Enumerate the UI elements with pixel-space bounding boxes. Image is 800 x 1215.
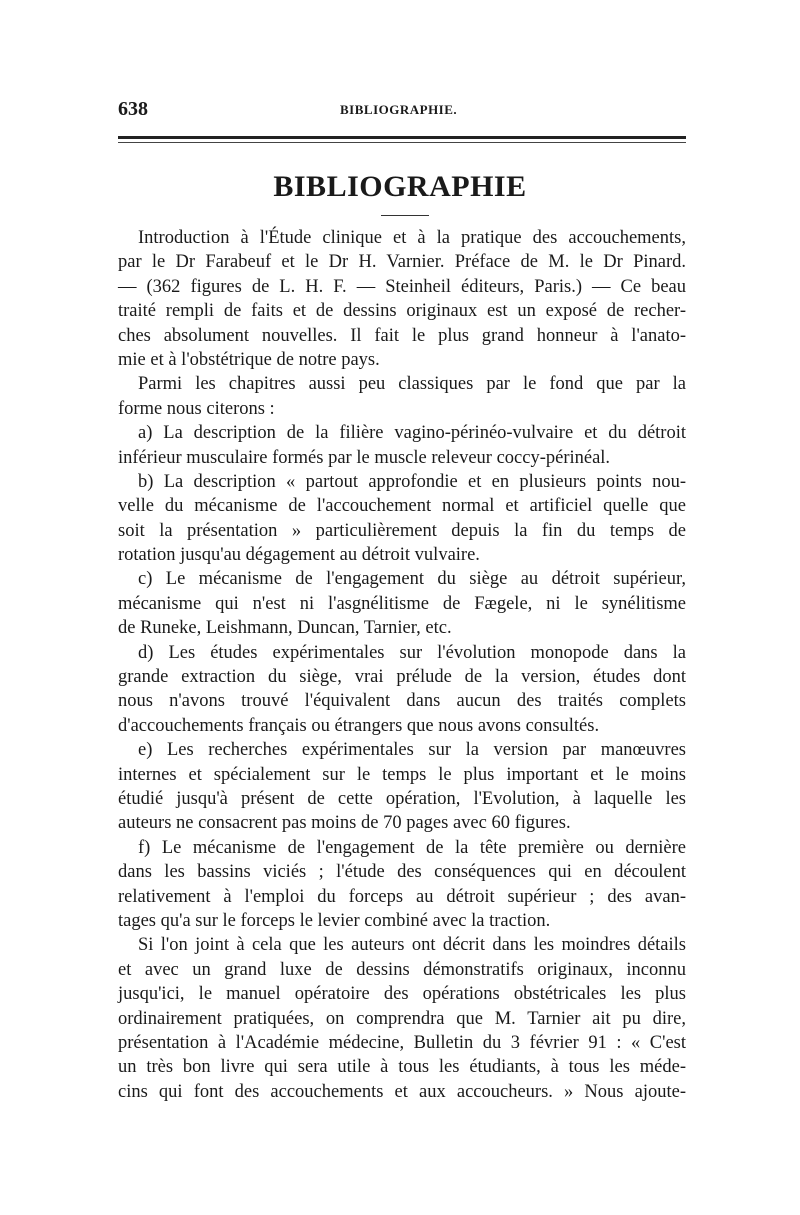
text-line: cins qui font des accouchements et aux accoucheurs. » Nous ajoute- <box>118 1081 686 1102</box>
text-line: étudié jusqu'à présent de cette opération, l'Evolution, à laquelle les <box>118 788 686 809</box>
text-line: inférieur musculaire formés par le muscle releveur coccy-périnéal. <box>118 447 611 468</box>
text-line: et avec un grand luxe de dessins démonstratifs originaux, inconnu <box>118 959 686 980</box>
title-rule <box>381 215 429 216</box>
text-line: b) La description « partout approfondie et en plusieurs points nou- <box>138 471 686 492</box>
text-line: dans les bassins viciés ; l'étude des conséquences qui en découlent <box>118 862 686 883</box>
header-rule-thin <box>118 142 686 143</box>
text-line: Introduction à l'Étude clinique et à la pratique des accouchements, <box>138 228 686 248</box>
text-line: un très bon livre qui sera utile à tous les étudiants, à tous les méde- <box>118 1057 686 1078</box>
text-line: présentation à l'Académie médecine, Bulletin du 3 février 91 : « C'est <box>118 1032 686 1053</box>
header-rule-thick <box>118 136 686 139</box>
text-line: soit la présentation » particulièrement depuis la fin du temps de <box>118 520 686 541</box>
text-line: relativement à l'emploi du forceps au détroit supérieur ; des avan- <box>118 886 686 907</box>
text-line: tages qu'a sur le forceps le levier combiné avec la traction. <box>118 910 551 931</box>
text-line: — (362 figures de L. H. F. — Steinheil éditeurs, Paris.) — Ce beau <box>118 276 686 297</box>
text-line: rotation jusqu'au dégagement au détroit vulvaire. <box>118 545 480 566</box>
text-line: d) Les études expérimentales sur l'évolution monopode dans la <box>138 642 686 663</box>
running-head <box>118 98 686 122</box>
text-line: par le Dr Farabeuf et le Dr H. Varnier. Préface de M. le Dr Pinard. <box>118 252 686 273</box>
text-line: ordinairement pratiquées, on comprendra que M. Tarnier ait pu dire, <box>118 1008 686 1029</box>
text-line: mie et à l'obstétrique de notre pays. <box>118 349 380 370</box>
text-line: a) La description de la filière vagino-périnéo-vulvaire et du détroit <box>138 423 686 444</box>
text-line: forme nous citerons : <box>118 398 275 419</box>
text-line: mécanisme qui n'est ni l'asgnélitisme de Fægele, ni le synélitisme <box>118 593 686 614</box>
text-line: Parmi les chapitres aussi peu classiques par le fond que par la <box>138 374 686 395</box>
text-line: nous n'avons trouvé l'équivalent dans aucun des traités complets <box>118 691 686 712</box>
text-line: traité rempli de faits et de dessins originaux est un exposé de recher- <box>118 301 686 322</box>
text-line: grande extraction du siège, vrai prélude de la version, études dont <box>118 667 686 688</box>
text-line: internes et spécialement sur le temps le plus important et le moins <box>118 764 686 785</box>
text-line: Si l'on joint à cela que les auteurs ont décrit dans les moindres détails <box>138 935 686 956</box>
text-line: c) Le mécanisme de l'engagement du siège au détroit supérieur, <box>138 569 686 590</box>
text-line: de Runeke, Leishmann, Duncan, Tarnier, etc. <box>118 618 452 639</box>
running-title: BIBLIOGRAPHIE. <box>340 102 458 117</box>
text-line: velle du mécanisme de l'accouchement normal et artificiel quelle que <box>118 496 686 517</box>
section-title: BIBLIOGRAPHIE <box>273 170 527 203</box>
text-line: ches absolument nouvelles. Il fait le plus grand honneur à l'anato- <box>118 325 686 346</box>
text-line: e) Les recherches expérimentales sur la version par manœuvres <box>138 740 686 761</box>
text-line: jusqu'ici, le manuel opératoire des opérations obstétricales les plus <box>118 984 686 1005</box>
text-line: auteurs ne consacrent pas moins de 70 pages avec 60 figures. <box>118 813 571 834</box>
page-number: 638 <box>118 98 148 120</box>
text-line: d'accouchements français ou étrangers que nous avons consultés. <box>118 715 600 736</box>
text-line: f) Le mécanisme de l'engagement de la tête première ou dernière <box>138 837 686 858</box>
body-text <box>118 226 686 1104</box>
